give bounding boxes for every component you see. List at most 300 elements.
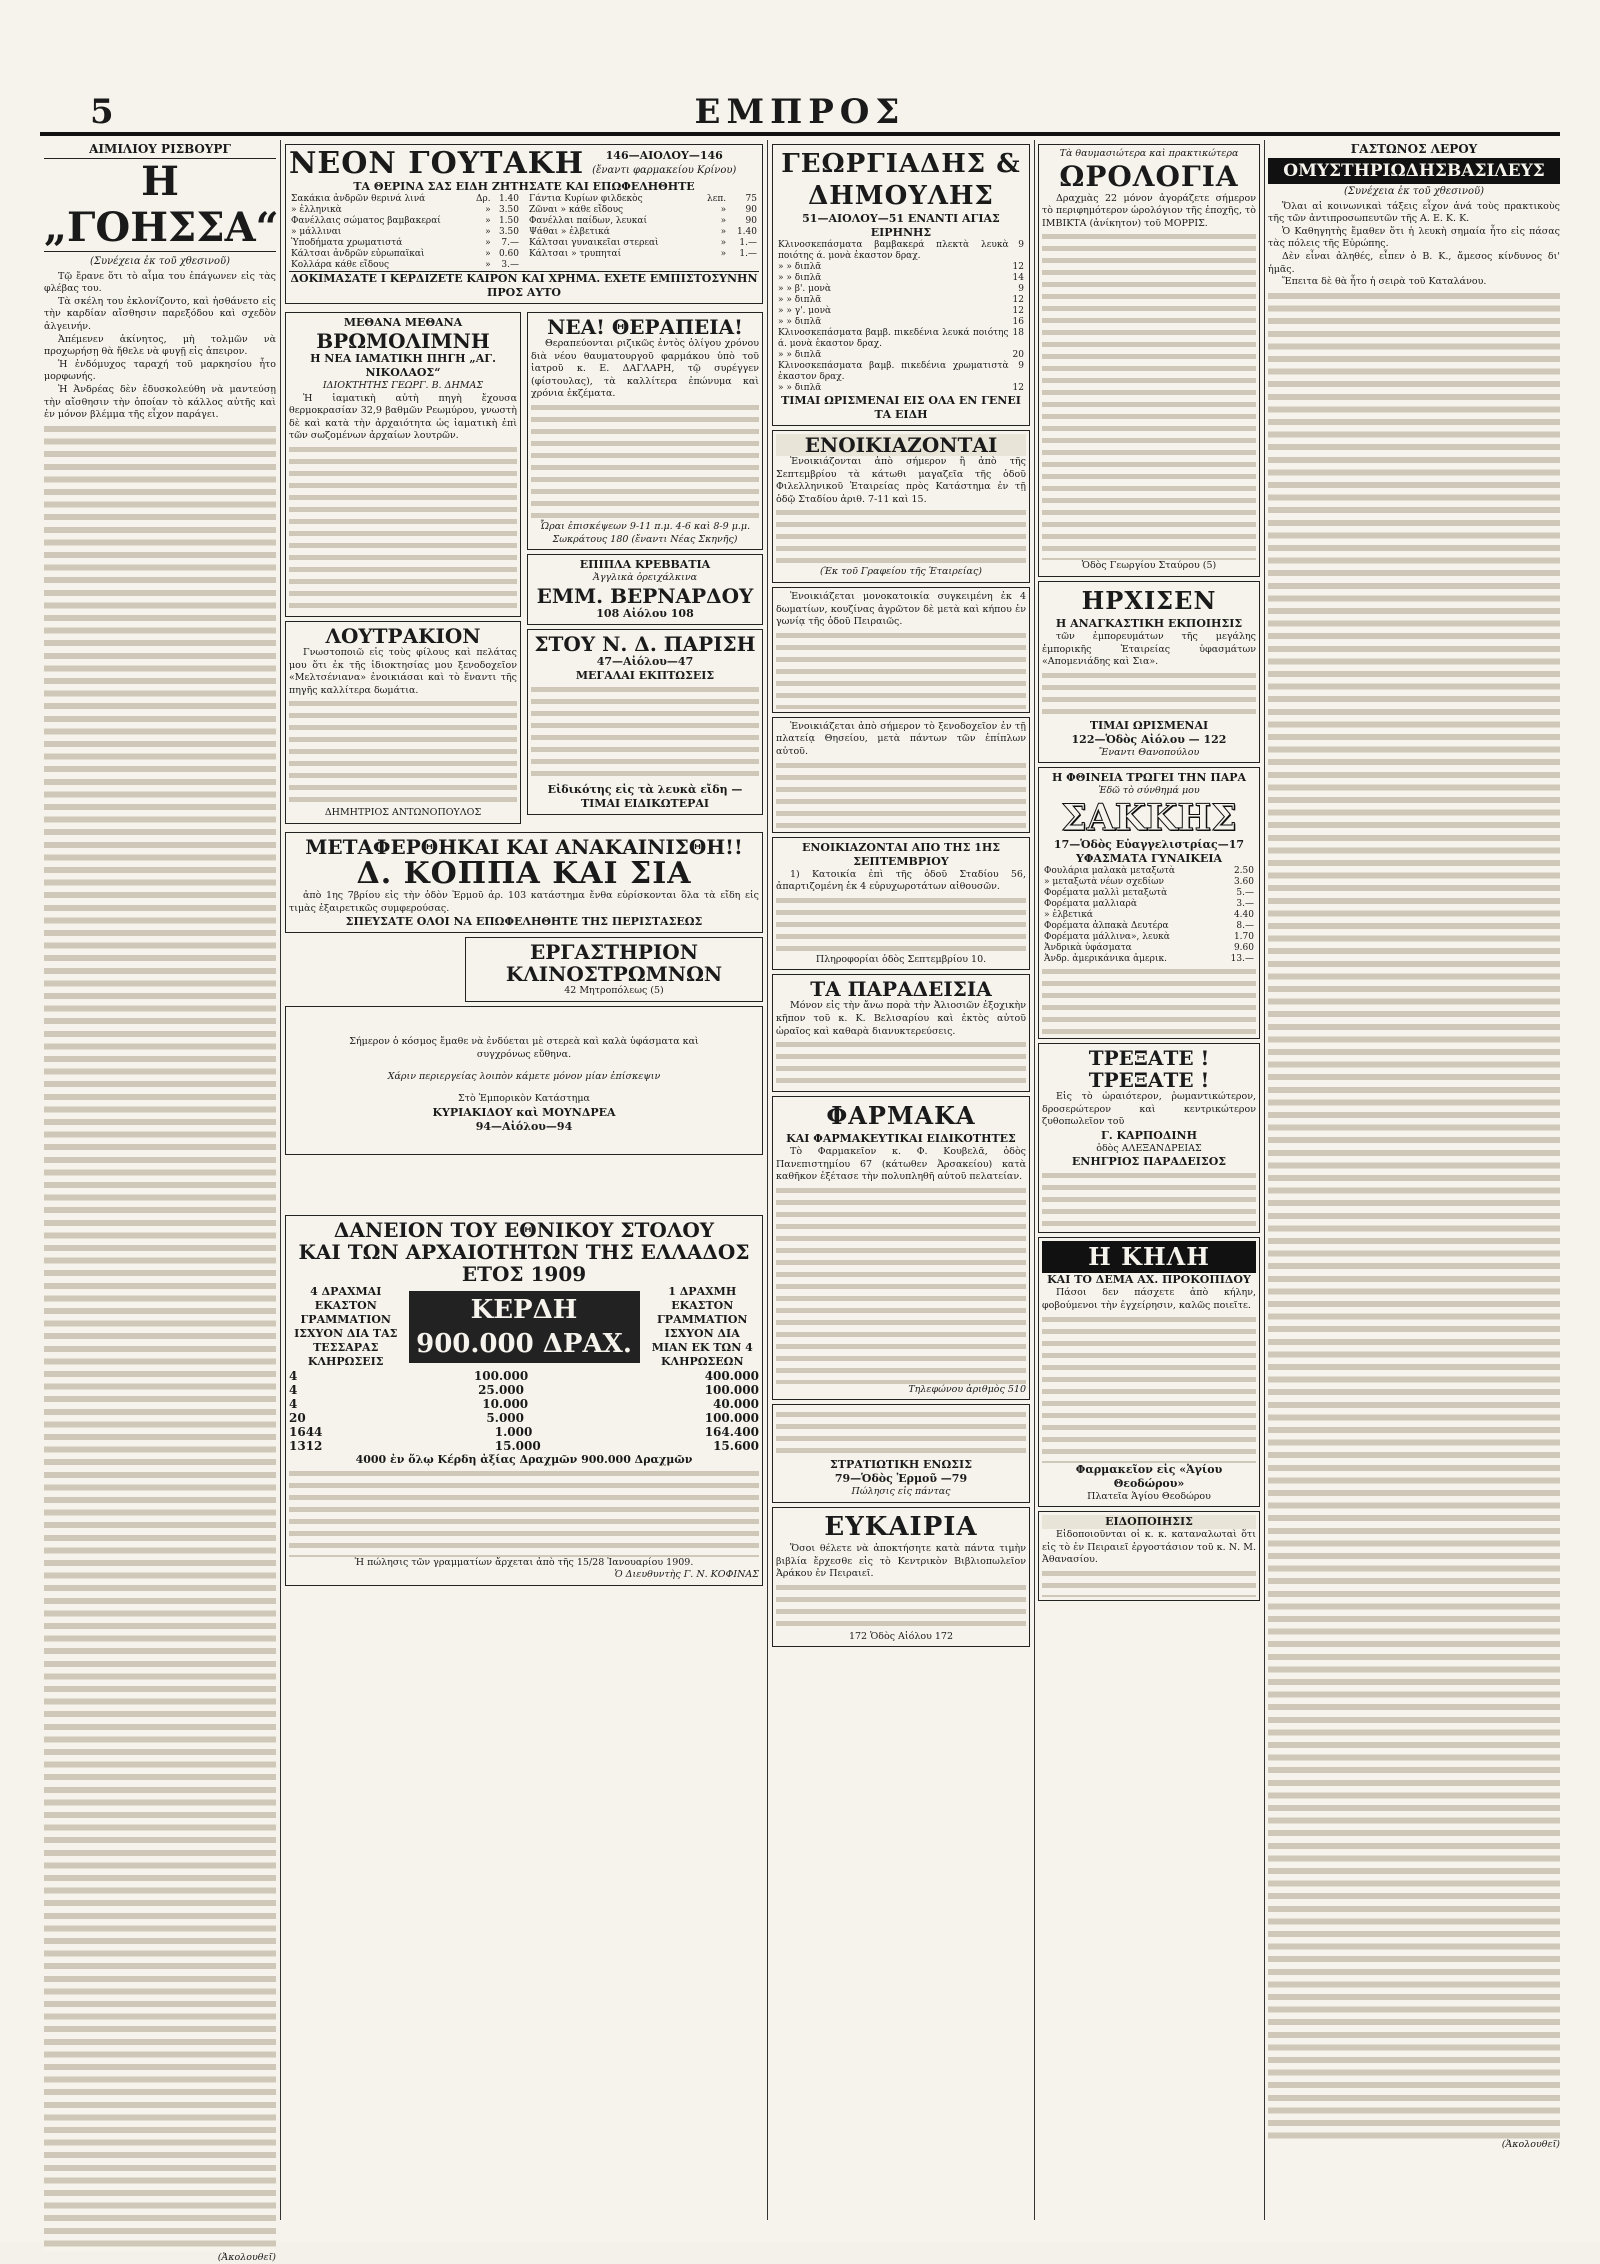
lottery-prize-row (289, 1411, 759, 1425)
workshop-ad (465, 937, 763, 1002)
koppa-cta: ΣΠΕΥΣΑΤΕ ΟΛΟΙ ΝΑ ΕΠΩΦΕΛΗΘΗΤΕ ΤΗΣ ΠΕΡΙΣΤΑΣΕΩΣ (345, 915, 703, 929)
parisi-text-block (531, 683, 759, 783)
goutaki-address-note: (ἔναντι φαρμακείου Κρίνου) (592, 164, 737, 176)
georgiadis-prices-note: ΤΙΜΑΙ ΩΡΙΣΜΕΝΑΙ ΕΙΣ ΟΛΑ ΕΝ ΓΕΝΕΙ ΤΑ ΕΙΔΗ (781, 394, 1021, 421)
price-row (776, 383, 1026, 394)
novel-paragraph: Τῷ ἔρανε ὅτι τὸ αἷμα του ἐπάγωνεν εἰς τὰς φλέβας του. (44, 270, 276, 295)
parisi-name: Ν. Δ. ΠΑΡΙΣΗ (602, 631, 756, 656)
lottery-count: 20 (289, 1410, 306, 1425)
hernia-footer: Φαρμακεῖον εἰς «Ἁγίου Θεοδώρου» (1075, 1462, 1223, 1490)
item-price: 12 (1012, 262, 1024, 272)
lottery-amount: 5.000 (486, 1410, 524, 1425)
goutaki-ad (285, 144, 763, 304)
item-price: 20 (1012, 350, 1024, 360)
watches-text-block (1042, 230, 1256, 560)
lottery-year: ΕΤΟΣ 1909 (461, 1261, 587, 1286)
item-price: 1.— (739, 249, 757, 259)
lottery-amount: 25.000 (478, 1382, 524, 1397)
sakki-address: 17—Ὁδὸς Εὐαγγελιστρίας—17 (1053, 837, 1245, 851)
item-unit: » (485, 205, 491, 215)
therapy-text-block (531, 401, 759, 521)
price-row (776, 317, 1026, 328)
item-name: » » διπλᾶ (778, 273, 822, 283)
item-price: 5.— (1236, 887, 1254, 898)
serial-novel-column-2 (1268, 140, 1560, 2225)
item-name: » » διπλᾶ (778, 295, 822, 305)
goutaki-footer: ΔΟΚΙΜΑΣΑΤΕ Ι ΚΕΡΔΙΖΕΤΕ ΚΑΙΡΟΝ ΚΑΙ ΧΡΗΜΑ. ΕΧΕΤΕ ΕΜΠΙΣΤΟΣΥΝΗΝ ΠΡΟΣ ΑΥΤΟ (290, 272, 758, 299)
item-name: » » β'. μονὰ (778, 284, 831, 294)
watches-address: Ὁδὸς Γεωργίου Σταύρου (5) (1081, 560, 1217, 572)
price-row (1042, 943, 1256, 954)
item-name: Φανέλλαι παίδων, λευκαί (529, 216, 648, 226)
sakki-text-block (1042, 965, 1256, 1035)
item-unit: » (485, 227, 491, 237)
opportunity-ad (772, 1507, 1030, 1647)
item-name: » μάλλιναι (291, 227, 342, 237)
watches-title: ΩΡΟΛΟΓΙΑ (1059, 159, 1239, 193)
rent-ad-1 (772, 430, 1030, 583)
novel-paragraph: Ἀπέμενεν ἀκίνητος, μὴ τολμῶν νὰ προχωρήσῃ θὰ ἤθελε νὰ φυγῇ εἰς ἀπειρον. (44, 333, 276, 358)
rent4-title: ΕΝΟΙΚΙΑΖΟΝΤΑΙ ΑΠΟ ΤΗΣ 1ΗΣ ΣΕΠΤΕΜΒΡΙΟΥ (801, 840, 1001, 868)
item-price: 90 (745, 216, 757, 226)
kyriakidou-address: 94—Αἰόλου—94 (475, 1119, 573, 1133)
paradise-text: Μόνον εἰς τὴν ἄνω πορὰ τὴν Ἀλιοσιῶν ἐξοχικὴν κῆπον τοῦ κ. Κ. Βελισαρίου καὶ ἐκτὸς αὐτοῦ ὡραῖος καὶ καθαρὰ διανυκτερεύσεις. (776, 1000, 1026, 1037)
item-price: 8.— (1236, 920, 1254, 931)
beds-subtitle: Ἀγγλικὰ ὀρειχάλκινα (592, 572, 698, 584)
ads-column-4 (1038, 140, 1260, 2225)
lottery-amount: 1.000 (494, 1424, 533, 1439)
loutraki-text-block (289, 697, 517, 807)
beds-title: ΕΠΙΠΛΑ ΚΡΕΒΒΑΤΙΑ (579, 558, 711, 572)
price-row (289, 249, 521, 260)
georgiadis-name: ΓΕΩΡΓΙΑΔΗΣ & ΔΗΜΟΥΛΗΣ (781, 149, 1021, 211)
price-row (1042, 921, 1256, 932)
novel2-to-be-continued: (Ἀκολουθεῖ) (1501, 2138, 1560, 2150)
lottery-title1: ΔΑΝΕΙΟΝ ΤΟΥ ΕΘΝΙΚΟΥ ΣΤΟΛΟΥ (333, 1217, 715, 1242)
item-name: » » διπλᾶ (778, 262, 822, 272)
lottery-prize-row (289, 1383, 759, 1397)
karpodinis-place: ΕΝΗΓΡΙΟΣ ΠΑΡΑΔΕΙΣΟΣ (1071, 1155, 1227, 1169)
item-price: 14 (1012, 273, 1024, 283)
watches-ad (1038, 144, 1260, 577)
rent-ad-3 (772, 717, 1030, 833)
novel2-paragraph: Ὁ Καθηγητὴς ἔμαθεν ὅτι ἡ λευκὴ σημαία ἦτο εἰς πάσας τὰς πόλεις τῆς Εὐρώπης. (1268, 225, 1560, 250)
continued-note: (Συνέχεια ἐκ τοῦ χθεσινοῦ) (90, 256, 230, 267)
novel2-title: ΟΜΥΣΤΗΡΙΩΔΗΣΒΑΣΙΛΕΥΣ (1268, 158, 1560, 184)
rent4-footer: Πληροφορίαι ὁδὸς Σεπτεμβρίου 10. (815, 953, 987, 965)
methana-ad (285, 312, 521, 617)
novel-author: ΑΙΜΙΛΙΟΥ ΡΙΣΒΟΥΡΓ (89, 142, 231, 156)
workshop-address: 42 Μητροπόλεως (5) (564, 985, 664, 997)
masthead-rule (40, 132, 1560, 136)
opportunity-title: ΕΥΚΑΙΡΙΑ (824, 1512, 978, 1543)
therapy-title: ΝΕΑ! ΘΕΡΑΠΕΙΑ! (547, 315, 743, 339)
price-row (776, 262, 1026, 273)
item-price: 1.— (739, 238, 757, 248)
lottery-prize-table (289, 1369, 759, 1453)
sakki-price-list (1042, 866, 1256, 965)
item-name: Γάντια Κυρίων φιλδεκὸς (529, 194, 643, 204)
novel-title: Η „ΓΟΗΣΣΑ“ (44, 158, 279, 251)
price-row (527, 216, 759, 227)
kyriakidou-text2: Χάριν περιεργείας λοιπὸν κάμετε μόνον μίαν ἐπίσκεψιν (387, 1070, 661, 1082)
forced-sale-text: τῶν ἐμπορευμάτων τῆς μεγάλης ἐμπορικῆς Ἑταιρείας ὑφασμάτων «Απομενιάδης καὶ Σια». (1042, 630, 1256, 668)
georgiadis-address: 51—ΑΙΟΛΟΥ—51 ΕΝΑΝΤΙ ΑΓΙΑΣ ΕΙΡΗΝΗΣ (802, 212, 1000, 239)
notice-text: Εἰδοποιοῦνται οἱ κ. κ. καταναλωταὶ ὅτι εἰς τὸ ἐν Πειραιεῖ ἐργοστάσιον τοῦ κ. Ν. Μ. Ἀθανασίου. (1042, 1529, 1256, 1566)
rent-ad-4 (772, 837, 1030, 971)
item-unit: » (485, 249, 491, 259)
opportunity-text-block (776, 1581, 1026, 1631)
sakki-items-title: ΥΦΑΣΜΑΤΑ ΓΥΝΑΙΚΕΙΑ (1075, 851, 1223, 865)
hernia-title: Η ΚΗΛΗ (1042, 1241, 1256, 1273)
item-name: » » διπλᾶ (778, 350, 822, 360)
paradise-ad (772, 974, 1030, 1092)
parisi-ad (527, 629, 763, 815)
parisi-prefix: ΣΤΟΥ (534, 631, 596, 656)
price-row (776, 284, 1026, 295)
item-price: 12 (1012, 383, 1024, 393)
novel-paragraph: Ἡ Ἀνδρέας δὲν ἐδυσκολεύθη νὰ μαντεύσῃ τὴν αἴσθησιν τὴν ὁποίαν τὸ κάλλος αὐτῆς καὶ ἐν μόνον βλέμμα τῆς εἶχον παράγει. (44, 383, 276, 421)
item-name: » μεταξωτὰ νέων σχεδίων (1044, 876, 1164, 887)
union-address: 79—Ὁδὸς Ἑρμοῦ —79 (834, 1472, 968, 1486)
price-row (1042, 932, 1256, 943)
union-title: ΣΤΡΑΤΙΩΤΙΚΗ ΕΝΩΣΙΣ (830, 1458, 972, 1472)
goutaki-price-list (527, 194, 759, 260)
item-name: Σακάκια ἀνδρῶν θερινά λινά (291, 194, 426, 204)
therapy-text: Θεραπεύονται ριζικῶς ἐντὸς ὀλίγου χρόνου διὰ νέου θαυματουργοῦ φαρμάκου ὑπὸ τοῦ ἰατροῦ κ. Ε. ΔΑΓΛΑΡΗ, τῷ συρέγγεν (φίστουλας), τὰ καλλίτερα ἐπώνυμα καὶ χρόνια ἐκζέματα. (531, 338, 759, 400)
price-row (1042, 954, 1256, 965)
pharma-title: ΦΑΡΜΑΚΑ (826, 1101, 976, 1131)
rent2-text: Ἐνοικιάζεται μονοκατοικία συγκειμένη ἐκ 4 δωματίων, κουζίνας ἀγρῶτον δὲ μετὰ καὶ κήπου ἐν γωνίᾳ τῆς ὁδοῦ Πειραιῶς. (776, 590, 1026, 628)
novel2-text-block (1268, 289, 1560, 2139)
price-row (289, 216, 521, 227)
lottery-right-note: 1 ΔΡΑΧΜΗ ΕΚΑΣΤΟΝ ΓΡΑΜΜΑΤΙΟΝ ΙΣΧΥΟΝ ΔΙΑ ΜΙΑΝ ΕΚ ΤΩΝ 4 ΚΛΗΡΩΣΕΩΝ (651, 1284, 753, 1368)
rent1-footer: (Ἐκ τοῦ Γραφείου τῆς Ἑταιρείας) (820, 566, 982, 578)
price-row (289, 227, 521, 238)
sakki-ad (1038, 767, 1260, 1039)
methana-text: Ἡ ἰαματικὴ αὐτὴ πηγὴ ἔχουσα θερμοκρασίαν 32,9 βαθμῶν Ρεωμύρου, γνωστὴ δὲ καὶ κατὰ τὴν ἀρχαιότητα ὡς ἰαματικὴ ἐπὶ τῶν σωζομένων ἀρχαίων λουτρῶν. (289, 392, 517, 442)
price-row (527, 205, 759, 216)
lottery-prize: ΚΕΡΔΗ 900.000 ΔΡΑΧ. (409, 1291, 640, 1363)
item-unit: » (720, 205, 727, 215)
hernia-text: Πάσοι δεν πάσχετε ἀπὸ κήλην, φοβούμενοι τὴν ἐγχείρησιν, καλῶς ποιεῖτε. (1042, 1287, 1256, 1311)
goutaki-tagline: ΤΑ ΘΕΡΙΝΑ ΣΑΣ ΕΙΔΗ ΖΗΤΗΣΑΤΕ ΚΑΙ ΕΠΩΦΕΛΗΘΗΤΕ (353, 180, 695, 193)
item-price: 9 (1018, 284, 1024, 294)
rent3-text: Ἐνοικιάζεται ἀπὸ σήμερον τὸ ξενοδοχεῖον ἐν τῇ πλατείᾳ Θησείου, μετὰ πάντων τῶν ἐπίπλων αὐτοῦ. (776, 720, 1026, 757)
forced-sale-note: Ἔναντι Θανοπούλου (1098, 746, 1200, 758)
hernia-text-block (1042, 1313, 1256, 1463)
forced-sale-ad (1038, 581, 1260, 763)
karpodinis-text-block (1042, 1169, 1256, 1229)
kyriakidou-store-intro: Στὸ Ἐμπορικὸν Κατάστημα (458, 1093, 590, 1104)
lottery-prize-row (289, 1397, 759, 1411)
pharma-phone: Τηλεφώνου ἀριθμὸς 510 (908, 1383, 1026, 1395)
lottery-amount: 15.000 (494, 1438, 541, 1453)
lottery-total: 400.000 (704, 1368, 759, 1383)
item-unit: » (720, 249, 727, 259)
item-name: Κολλάρα κάθε εἴδους (291, 260, 390, 270)
column-divider (280, 140, 281, 2220)
ads-column-3 (772, 140, 1030, 2225)
item-price: 1.40 (498, 194, 519, 204)
price-row (289, 194, 521, 205)
price-row (776, 328, 1026, 350)
loutraki-signature: ΔΗΜΗΤΡΙΟΣ ΑΝΤΩΝΟΠΟΥΛΟΣ (324, 807, 482, 819)
price-row (289, 260, 521, 271)
price-row (1042, 899, 1256, 910)
item-unit: » (485, 260, 491, 270)
methana-header: ΜΕΘΑΝΑ ΜΕΘΑΝΑ (343, 316, 463, 329)
item-price: 3.— (501, 260, 519, 270)
koppa-name: Δ. ΚΟΠΠΑ ΚΑΙ ΣΙΑ (356, 855, 692, 891)
item-price: 9 (1018, 240, 1024, 250)
item-name: Φορέματα ἀλπακὰ Δευτέρα (1044, 920, 1169, 931)
loutraki-ad (285, 621, 521, 824)
union-ad (772, 1404, 1030, 1503)
item-unit: Δρ. (475, 194, 491, 204)
opportunity-footer: 172 Ὁδὸς Αἰόλου 172 (848, 1630, 954, 1642)
watches-intro: Τὰ θαυμασιώτερα καὶ πρακτικώτερα (1059, 148, 1239, 159)
item-name: Ὑποδήματα χρωματιστά (291, 238, 403, 248)
item-price: 16 (1012, 317, 1024, 327)
rent3-text-block (776, 759, 1026, 829)
item-name: Ζῶναι » κάθε εἴδους (529, 205, 624, 215)
methana-title: ΒΡΩΜΟΛΙΜΝΗ (316, 329, 490, 353)
item-price: 12 (1012, 306, 1024, 316)
item-price: 9 (1018, 361, 1024, 371)
karpodinis-name: Γ. ΚΑΡΠΟΔΙΝΗ (1101, 1128, 1197, 1142)
novel2-paragraph: Ὅλαι αἱ κοινωνικαὶ τάξεις εἶχον ἀνά τοὺς πρακτικοὺς τῆς τῶν ἀντιπροσωπευτῶν τῆς Α. Ε. Κ. Κ. (1268, 200, 1560, 225)
forced-sale-title: ΗΡΧΙΣΕΝ (1081, 585, 1217, 615)
lottery-count: 4 (289, 1382, 298, 1397)
item-name: Φανέλλαις σώματος βαμβακεραί (291, 216, 441, 226)
therapy-ad (527, 312, 763, 550)
lottery-summary: 4000 ἐν ὅλῳ Κέρδη ἀξίας Δραχμῶν 900.000 Δραχμῶν (355, 1452, 693, 1466)
kyriakidou-store-name: ΚΥΡΙΑΚΙΔΟΥ καὶ ΜΟΥΝΔΡΕΑ (432, 1105, 616, 1119)
sakki-name: ΣΑΚΚΗΣ (1061, 796, 1237, 839)
georgiadis-ad (772, 144, 1030, 426)
methana-owner: ΙΔΙΟΚΤΗΤΗΣ ΓΕΩΡΓ. Β. ΔΗΜΑΣ (322, 380, 484, 391)
lottery-prize-row (289, 1425, 759, 1439)
notice-ad (1038, 1511, 1260, 1601)
lottery-signature: Ὁ Διευθυντὴς Γ. Ν. ΚΟΦΙΝΑΣ (614, 1569, 759, 1581)
item-name: » ἐλληνικὰ (291, 205, 342, 215)
price-row (527, 194, 759, 205)
georgiadis-price-list (776, 240, 1026, 394)
rent1-text: Ἐνοικιάζονται ἀπὸ σήμερον ἢ ἀπὸ τῆς Σεπτεμβρίου τὰ κάτωθι μαγαζεῖα τῆς ὁδοῦ Φιλελληνικοῦ Ἑταιρείας πρὸς Κατάστημα ἐν τῇ ὁδῷ Σταδίου ἀριθ. 7-11 καὶ 15. (776, 456, 1026, 505)
price-row (1042, 877, 1256, 888)
item-price: 0.60 (498, 249, 519, 259)
hernia-subtitle: ΚΑΙ ΤΟ ΔΕΜΑ ΑΧ. ΠΡΟΚΟΠΙΔΟΥ (1047, 1273, 1251, 1287)
item-name: Ἀνδρικὰ ὑφάσματα (1044, 942, 1132, 953)
novel2-continued: (Συνέχεια ἐκ τοῦ χθεσινοῦ) (1344, 186, 1484, 197)
item-price: 7.— (501, 238, 519, 248)
lottery-count: 1312 (289, 1438, 323, 1453)
item-name: Κλινοσκεπάσματα βαμβακερά πλεκτὰ λευκὰ ποιότης ά. μονὰ ἑκαστον δραχ. (778, 240, 1009, 261)
item-name: » » γ'. μονὰ (778, 306, 832, 316)
price-row (527, 227, 759, 238)
pharma-subtitle: ΚΑΙ ΦΑΡΜΑΚΕΥΤΙΚΑΙ ΕΙΔΙΚΟΤΗΤΕΣ (786, 1132, 1016, 1146)
novel-text-block (44, 422, 276, 2252)
union-text-block (776, 1408, 1026, 1458)
beds-name: ΕΜΜ. ΒΕΡΝΑΡΔΟΥ (536, 583, 754, 608)
karpodinis-address: ὁδὸς ΑΛΕΞΑΝΔΡΕΙΑΣ (1096, 1142, 1202, 1154)
lottery-total: 40.000 (713, 1396, 759, 1411)
item-name: Ψάθαι » ἐλβετικά (529, 227, 610, 237)
novel-paragraph: Τὰ σκέλη του ἐκλονίζοντο, καὶ ἠσθάνετο εἰς τὴν καρδίαν αἴσθησιν παρεξόδου καὶ σχεδὸν ἀλγεινήν. (44, 295, 276, 332)
item-unit: λεπ. (706, 194, 727, 204)
price-row (1042, 910, 1256, 921)
item-price: 18 (1012, 328, 1024, 338)
item-price: 3.50 (498, 227, 519, 237)
item-price: 13.— (1230, 953, 1254, 964)
rent-ad-2 (772, 587, 1030, 713)
rent1-text-block (776, 506, 1026, 566)
price-row (776, 306, 1026, 317)
ads-column-wide (285, 140, 763, 2225)
rent4-text: 1) Κατοικία ἐπὶ τῆς ὁδοῦ Σταδίου 56, ἀπαρτιζομένη ἐκ 4 εὐρυχωροτάτων αἰθουσῶν. (776, 868, 1026, 893)
item-price: 75 (745, 194, 757, 204)
item-name: » » διπλᾶ (778, 383, 822, 393)
lottery-amount: 10.000 (482, 1396, 529, 1411)
price-row (289, 205, 521, 216)
rent4-text-block (776, 894, 1026, 954)
forced-sale-address: 122—Ὁδὸς Αἰόλου — 122 (1071, 732, 1227, 746)
price-row (776, 240, 1026, 262)
lottery-count: 4 (289, 1396, 298, 1411)
item-name: Φορέματα μαλλὶ μεταξωτὰ (1044, 887, 1168, 898)
lottery-total: 100.000 (704, 1382, 759, 1397)
lottery-text-block (289, 1467, 759, 1557)
methana-text-block (289, 443, 517, 613)
lottery-footer: Ἡ πώλησις τῶν γραμματίων ἄρχεται ἀπὸ τῆς 15/28 Ἰανουαρίου 1909. (354, 1556, 694, 1568)
price-row (776, 295, 1026, 306)
beds-address: 108 Αἰόλου 108 (596, 606, 694, 620)
to-be-continued: (Ἀκολουθεῖ) (217, 2251, 276, 2263)
price-row (776, 273, 1026, 284)
rent2-text-block (776, 629, 1026, 709)
lottery-ad (285, 1215, 763, 1586)
price-row (1042, 866, 1256, 877)
item-name: Κάλτσαι » τρυπηταί (529, 249, 622, 259)
goutaki-title: ΝΕΟΝ ΓΟΥΤΑΚΗ (289, 146, 585, 181)
union-note: Πώλησις εἰς πάντας (851, 1486, 951, 1498)
lottery-left-note: 4 ΔΡΑΧΜΑΙ ΕΚΑΣΤΟΝ ΓΡΑΜΜΑΤΙΟΝ ΙΣΧΥΟΝ ΔΙΑ ΤΑΣ ΤΕΣΣΑΡΑΣ ΚΛΗΡΩΣΕΙΣ (294, 1284, 398, 1368)
koppa-text: ἀπὸ 1ης 7βρίου εἰς τὴν ὁδὸν Ἑρμοῦ ἀρ. 103 κατάστημα ἔνθα εὑρίσκονται ὅλα τὰ εἴδη εἰς τιμὰς ἐξαιρετικῶς συμφερούσας. (289, 889, 759, 914)
item-name: Ἀνδρ. ἀμερικάνικα ἀμερικ. (1044, 953, 1167, 964)
parisi-address: 47—Αἰόλου—47 (596, 654, 694, 668)
notice-title: ΕΙΔΟΠΟΙΗΣΙΣ (1042, 1515, 1256, 1529)
item-price: 2.50 (1233, 865, 1254, 876)
kyriakidou-text: Σήμερον ὁ κόσμος ἔμαθε νὰ ἐνδύεται μὲ στερεὰ καὶ καλὰ ὑφάσματα καὶ συγχρόνως εὔθηνα. (349, 1036, 699, 1060)
lottery-amount: 100.000 (473, 1368, 529, 1383)
item-name: » » διπλᾶ (778, 317, 822, 327)
item-unit: » (720, 216, 727, 226)
item-name: Κάλτσαι γυναικεῖαι στερεαὶ (529, 238, 659, 248)
watches-text: Δραχμὰς 22 μόνον ἀγοράζετε σήμερον τὸ περιφημότερον ὡρολόγιον τῆς ἐποχῆς, τὸ ΙΜΒΙΚΤΑ (ἀνίκητον) τοῦ ΜΟΡΡΙΣ. (1042, 192, 1256, 229)
item-price: 1.40 (736, 227, 757, 237)
item-price: 12 (1012, 295, 1024, 305)
loutraki-title: ΛΟΥΤΡΑΚΙΟΝ (325, 623, 481, 648)
item-name: Κάλτσαι ἀνδρῶν εὐρωπαϊκαὶ (291, 249, 425, 259)
item-price: 90 (745, 205, 757, 215)
item-unit: » (720, 227, 727, 237)
price-row (527, 238, 759, 249)
serial-novel-column (44, 140, 279, 2263)
lottery-total: 164.400 (704, 1424, 759, 1439)
item-name: Φορέματα μαλλιαρὰ (1044, 898, 1137, 909)
sakki-intro: Η ΦΘΙΝΕΙΑ ΤΡΩΓΕΙ ΤΗΝ ΠΑΡΑ (1051, 771, 1247, 785)
goutaki-price-list (289, 194, 521, 271)
newspaper-title: ΕΜΠΡΟΣ (694, 92, 906, 132)
koppa-ad (285, 832, 763, 933)
therapy-footer: Ὧραι ἐπισκέψεων 9-11 π.μ. 4-6 καὶ 8-9 μ.μ. Σωκράτους 180 (ἔναντι Νέας Σκηνῆς) (539, 520, 751, 545)
lottery-count: 4 (289, 1368, 298, 1383)
lottery-title2: ΚΑΙ ΤΩΝ ΑΡΧΑΙΟΤΗΤΩΝ ΤΗΣ ΕΛΛΑΔΟΣ (298, 1239, 750, 1264)
item-unit: » (720, 238, 727, 248)
karpodinis-ad (1038, 1043, 1260, 1233)
novel2-author: ΓΑΣΤΩΝΟΣ ΛΕΡΟΥ (1350, 142, 1478, 156)
loutraki-text: Γνωστοποιῶ εἰς τοὺς φίλους καὶ πελάτας μου ὅτι ἐκ τῆς ἰδιοκτησίας μου ξενοδοχεῖον «Μελτσένιανα» ἐνοικιάσαι καὶ τὸ ἔναντι τῆς πηγῆς καλλίτερα δωμάτια. (289, 646, 517, 696)
novel2-paragraph: Δὲν εἶναι ἀληθές, εἶπεν ὁ Β. Κ., ἄμεσος κίνδυνος δι' ἡμᾶς. (1268, 250, 1560, 275)
hernia-ad (1038, 1237, 1260, 1507)
column-divider (1264, 140, 1265, 2220)
price-row (776, 350, 1026, 361)
novel2-paragraph: Ἔπειτα δὲ θὰ ἦτο ἡ σειρὰ τοῦ Καταλάνου. (1282, 276, 1487, 288)
workshop-title: ΕΡΓΑΣΤΗΡΙΟΝ (529, 940, 699, 965)
methana-subtitle: Η ΝΕΑ ΙΑΜΑΤΙΚΗ ΠΗΓΗ „ΑΓ. ΝΙΚΟΛΑΟΣ“ (310, 352, 496, 379)
page-number: 5 (90, 92, 114, 132)
notice-text-block (1042, 1567, 1256, 1597)
forced-sale-subtitle: Η ΑΝΑΓΚΑΣΤΙΚΗ ΕΚΠΟΙΗΣΙΣ (1055, 616, 1243, 630)
item-price: 1.70 (1233, 931, 1254, 942)
beds-ad (527, 554, 763, 625)
hernia-footer2: Πλατεῖα Ἁγίου Θεοδώρου (1087, 1490, 1211, 1502)
price-row (1042, 888, 1256, 899)
item-name: Φορέματα μάλλινα», λευκὰ (1044, 931, 1170, 942)
pharma-text: Τὸ Φαρμακεῖον κ. Φ. Κουβελᾶ, ὁδὸς Πανεπιστημίου 67 (κάτωθεν Ἀρσακείου) κατὰ καθῆκον ἐξέτασε τὴν πολυπληθῆ αὐτοῦ πελατείαν. (776, 1146, 1026, 1183)
tpexate-heading: ΤΡΕΞΑΤΕ ! ΤΡΕΞΑΤΕ ! (1088, 1045, 1210, 1092)
item-price: 4.40 (1233, 909, 1254, 920)
price-row (776, 361, 1026, 383)
parisi-footer: Εἰδικότης εἰς τὰ λευκὰ εἴδη — ΤΙΜΑΙ ΕΙΔΙΚΩΤΕΡΑΙ (547, 782, 743, 810)
item-price: 3.60 (1233, 876, 1254, 887)
item-price: 3.50 (498, 205, 519, 215)
forced-sale-text-block (1042, 669, 1256, 719)
lottery-count: 1644 (289, 1424, 323, 1439)
rent1-title: ΕΝΟΙΚΙΑΖΟΝΤΑΙ (776, 434, 1026, 456)
column-divider (767, 140, 768, 2220)
paradise-text-block (776, 1038, 1026, 1088)
masthead (40, 92, 1560, 130)
item-name: Κλινοσκεπάσματα βαμβ. πικεδένια λευκά ποιότης ά. μονὰ ἑκαστον δραχ. (778, 328, 1009, 349)
item-name: » ἐλβετικά (1044, 909, 1093, 920)
item-name: Φουλάρια μαλακὰ μεταξωτὰ (1044, 865, 1176, 876)
lottery-total: 15.600 (713, 1438, 759, 1453)
item-unit: » (485, 238, 491, 248)
lottery-prize-row (289, 1439, 759, 1453)
column-divider (1034, 140, 1035, 2220)
lottery-prize-row (289, 1369, 759, 1383)
forced-sale-prices: ΤΙΜΑΙ ΩΡΙΣΜΕΝΑΙ (1089, 718, 1209, 732)
item-unit: » (485, 216, 491, 226)
lottery-total: 100.000 (704, 1410, 759, 1425)
pharma-text-block (776, 1184, 1026, 1384)
item-name: Κλινοσκεπάσματα βαμβ. πικεδένια χρωματιστὰ ἑκαστον δραχ. (778, 361, 1009, 382)
pharma-ad (772, 1096, 1030, 1400)
koppa-moved: ΜΕΤΑΦΕΡΘΗΚΑΙ ΚΑΙ ΑΝΑΚΑΙΝΙΣΘΗ!! (305, 834, 743, 859)
paradise-title: ΤΑ ΠΑΡΑΔΕΙΣΙΑ (810, 977, 992, 1002)
